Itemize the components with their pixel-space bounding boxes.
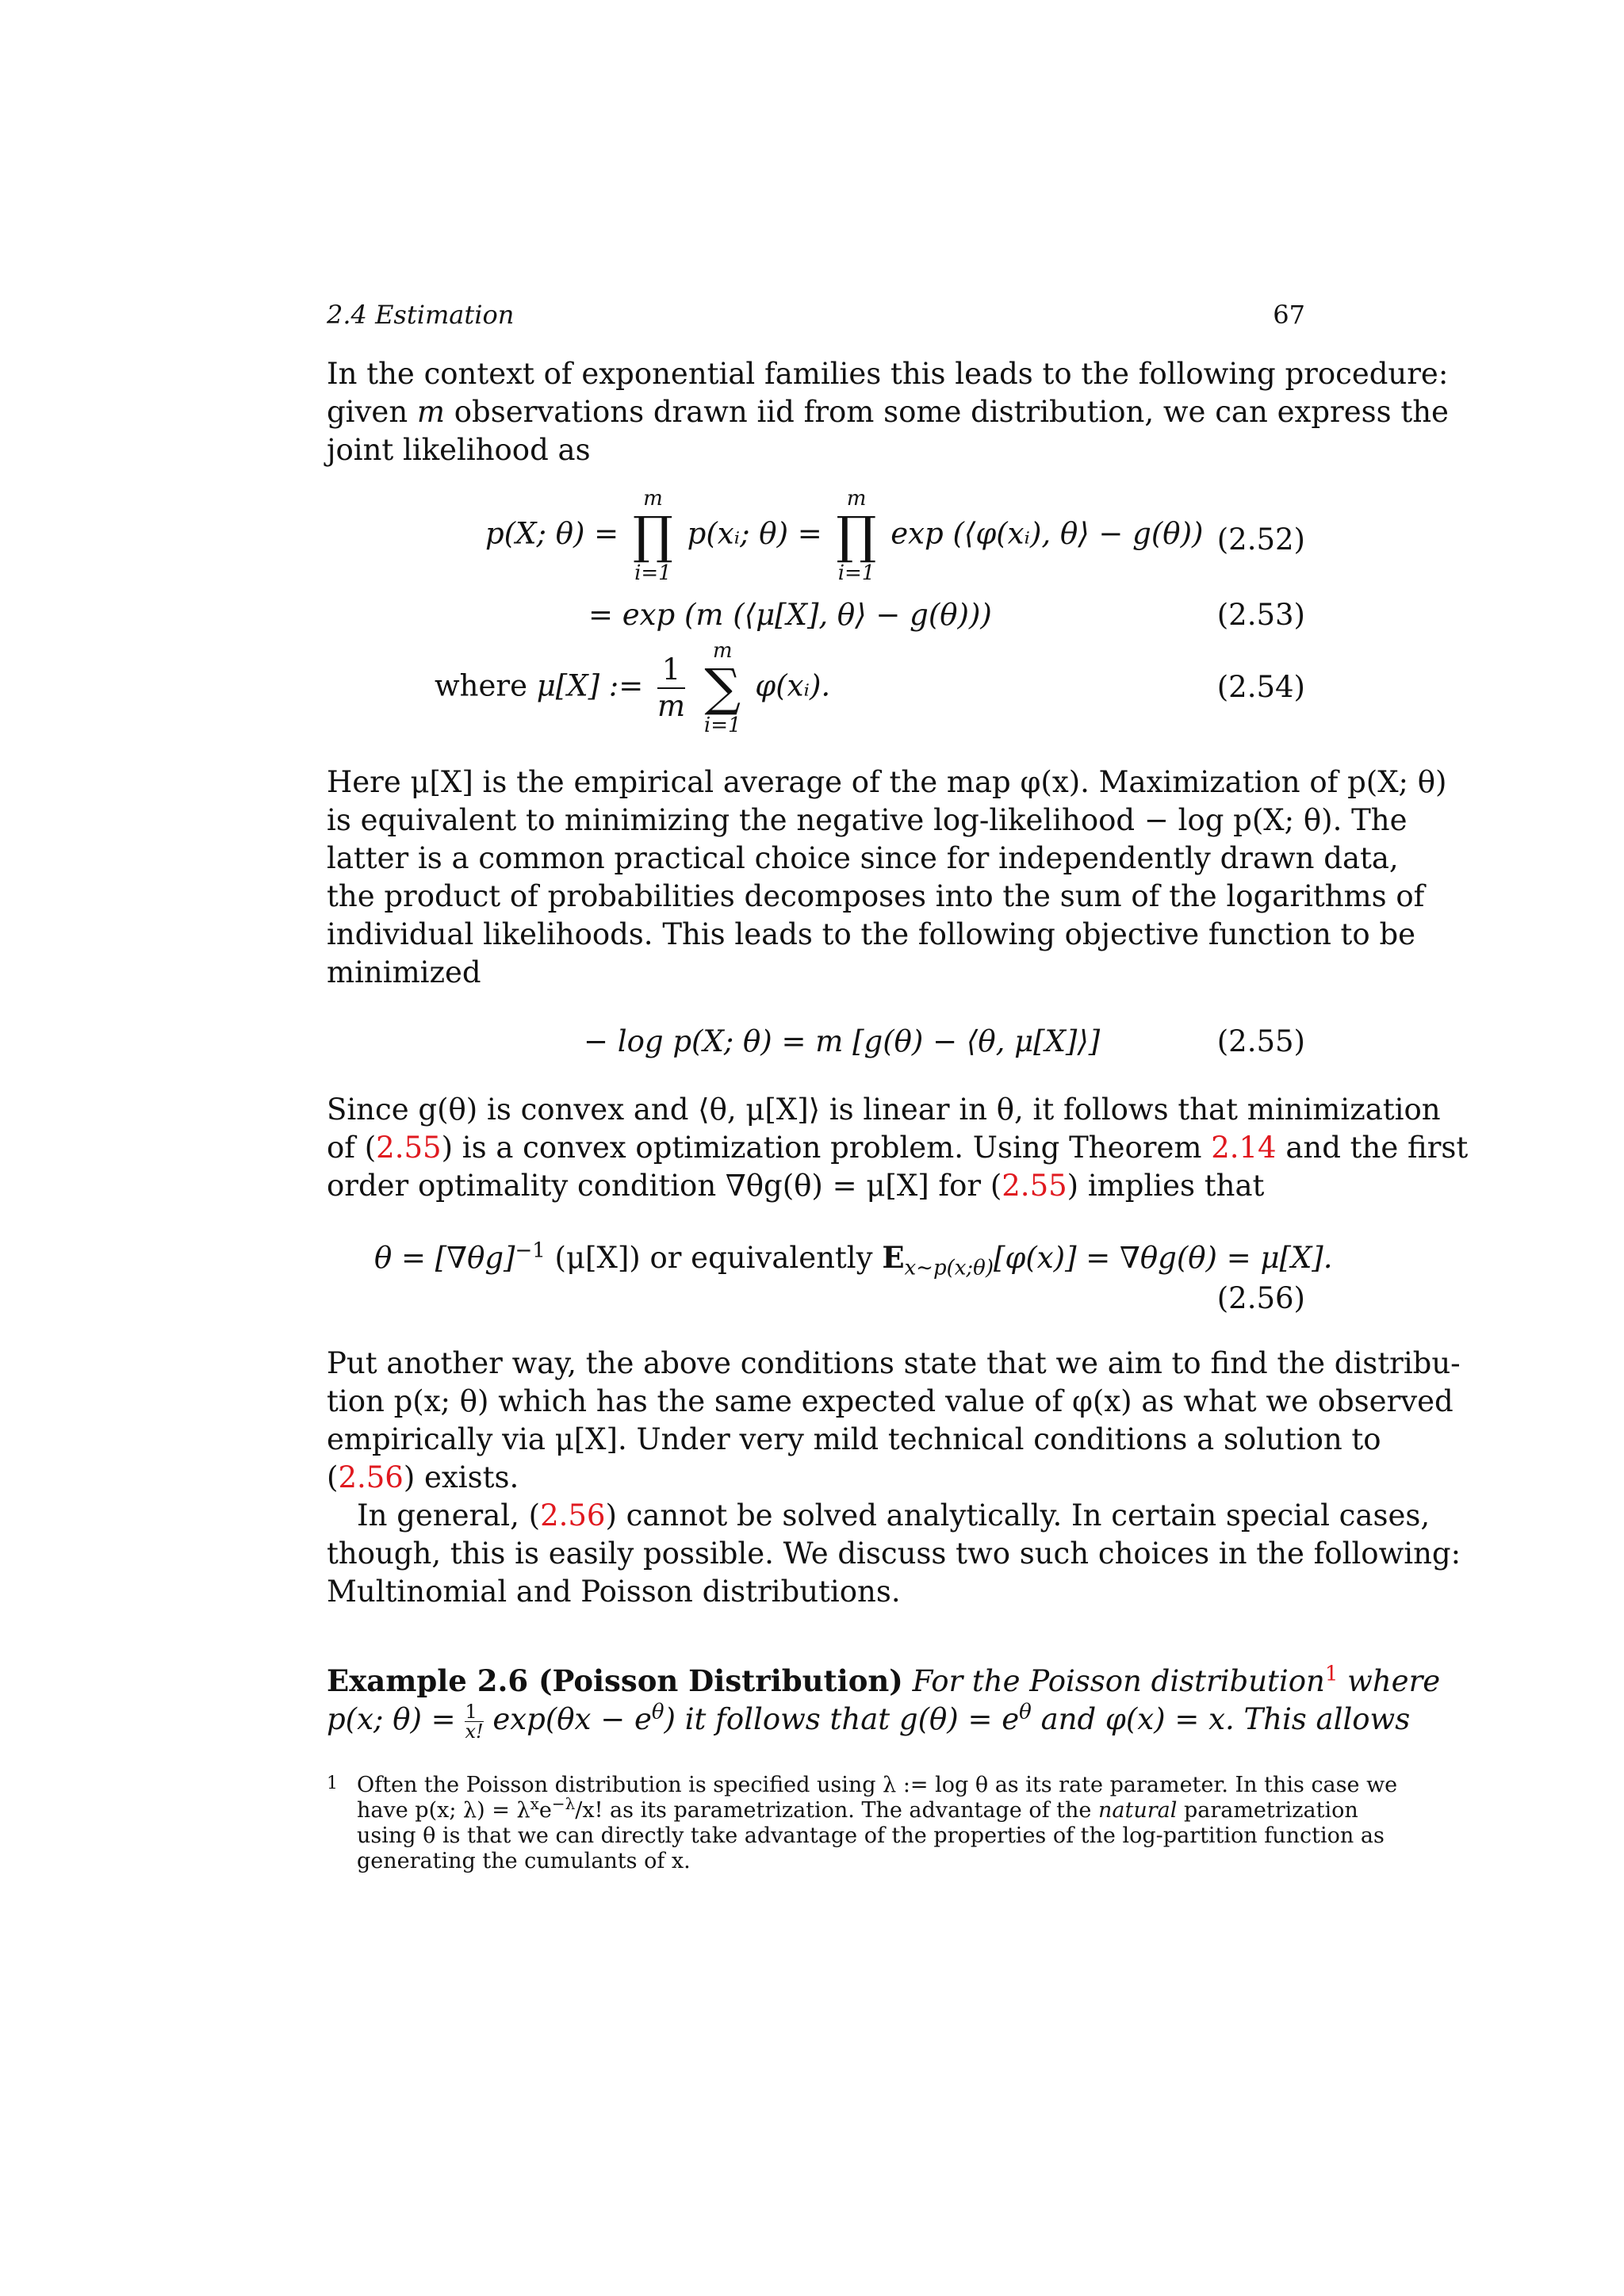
text-line: p(x; θ) = $\frac{1}{x!}$ $\exp(\theta x - e^\theta)$ it follows that $g(\theta) = e^\theta$ and φ(x) = x. This allows — [327, 1700, 1411, 1743]
text-line: Multinomial and Poisson distributions. — [327, 1575, 901, 1609]
equation-link[interactable]: 2.56 — [338, 1460, 404, 1494]
equation-number: (2.55) — [1216, 1024, 1305, 1058]
text-line: In general, (2.56) cannot be solved analytically. In certain special cases, — [357, 1498, 1431, 1533]
fraction: $\frac{1}{m}$ — [657, 652, 686, 723]
footnote-link[interactable]: 1 — [1324, 1662, 1339, 1686]
equation-2-53: = exp (m (⟨μ[X], θ⟩ − g(θ))) — [588, 598, 992, 632]
sum-operator: m ∑ i=1 — [703, 639, 741, 737]
page-number: 67 — [1273, 300, 1305, 330]
text-line: Here μ[X] is the empirical average of the map φ(x). Maximization of p(X; θ) — [327, 765, 1447, 799]
example-title: Example 2.6 (Poisson Distribution) — [327, 1663, 903, 1698]
equation-number: (2.54) — [1216, 670, 1305, 704]
example-2-6 — [327, 1662, 1441, 1743]
text-line: is equivalent to minimizing the negative log-likelihood − log p(X; θ). The — [327, 803, 1408, 837]
text-line: Since g(θ) is convex and ⟨θ, μ[X]⟩ is linear in θ, it follows that minimization — [327, 1093, 1441, 1127]
product-operator: m ∏ i=1 — [836, 487, 877, 585]
text-line: of (2.55) is a convex optimization problem. Using Theorem 2.14 and the first — [327, 1131, 1469, 1165]
footnote-line: have p(x; $\lambda) = \lambda^xe^{-\lambda}/x$! as its parametrization. The advantage of the natural parametrization — [357, 1794, 1358, 1823]
paragraph-2 — [327, 763, 1447, 992]
text-line: latter is a common practical choice since for independently drawn data, — [327, 841, 1399, 875]
equation-number: (2.56) — [1216, 1281, 1305, 1315]
text-line: empirically via μ[X]. Under very mild technical conditions a solution to — [327, 1422, 1381, 1456]
fraction: $\frac{1}{x!}$ — [465, 1701, 484, 1743]
equation-2-54: where μ[X] := $\frac{1}{m}$ m ∑ i=1 φ(xᵢ). — [435, 639, 831, 737]
text-line: though, this is easily possible. We discuss two such choices in the following: — [327, 1536, 1461, 1571]
text-line: minimized — [327, 955, 481, 989]
equation-link[interactable]: 2.56 — [540, 1498, 606, 1533]
theorem-link[interactable]: 2.14 — [1211, 1131, 1277, 1165]
equation-link[interactable]: 2.55 — [376, 1131, 442, 1165]
equation-2-55: − log p(X; θ) = m [g(θ) − ⟨θ, μ[X]⟩] — [584, 1024, 1101, 1058]
text-line: tion p(x; θ) which has the same expected value of φ(x) as what we observed — [327, 1384, 1454, 1418]
paragraph-3 — [327, 1091, 1469, 1205]
equation-2-52: p(X; θ) = m ∏ i=1 p(xᵢ; θ) = m ∏ i=1 exp (⟨φ(xᵢ), θ⟩ − g(θ)) — [485, 487, 1204, 585]
text-line: joint likelihood as — [327, 433, 591, 467]
footnote-mark: 1 — [327, 1774, 338, 1793]
text-line: Example 2.6 (Poisson Distribution) For the Poisson distribution$^1$ where — [327, 1662, 1441, 1698]
footnote-line: Often the Poisson distribution is specified using λ := log θ as its rate parameter. In this case we — [357, 1773, 1398, 1797]
equation-2-56: $\theta = [\nabla\theta g]^{-1}$ (μ[X]) or equivalently $E_{x\sim p(x;\theta)}[\varphi(x)] = \nabla\theta g(\theta) = \mu[X]$. — [374, 1238, 1333, 1280]
product-operator: m ∏ i=1 — [632, 487, 673, 585]
intro-paragraph — [327, 355, 1449, 469]
footnote-line: using θ is that we can directly take advantage of the properties of the log-partition function as — [357, 1823, 1385, 1848]
equation-link[interactable]: 2.55 — [1002, 1169, 1067, 1203]
equation-number: (2.53) — [1216, 598, 1305, 632]
running-header — [327, 300, 1305, 339]
text-line: given m observations drawn iid from some distribution, we can express the — [327, 395, 1449, 429]
text-line: Put another way, the above conditions state that we aim to find the distribu- — [327, 1346, 1461, 1380]
paragraph-4 — [327, 1345, 1461, 1497]
footnote-line: generating the cumulants of x. — [357, 1849, 691, 1873]
text-line: order optimality condition ∇θg(θ) = μ[X] for (2.55) implies that — [327, 1169, 1265, 1203]
footnote — [327, 1773, 1398, 1874]
text-line: (2.56) exists. — [327, 1460, 519, 1494]
section-title: 2.4 Estimation — [327, 300, 515, 330]
paragraph-5 — [327, 1497, 1461, 1611]
text-line: In the context of exponential families this leads to the following procedure: — [327, 357, 1449, 391]
equation-number: (2.52) — [1216, 522, 1305, 557]
text-line: individual likelihoods. This leads to the following objective function to be — [327, 917, 1416, 951]
text-line: the product of probabilities decomposes into the sum of the logarithms of — [327, 879, 1425, 913]
